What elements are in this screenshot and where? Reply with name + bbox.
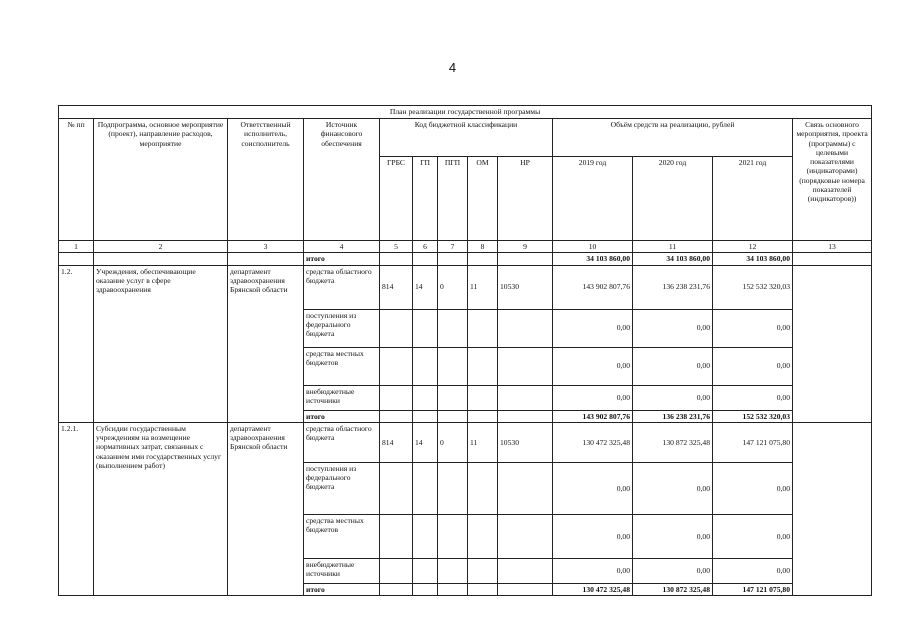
header-link: Связь основного мероприятия, проекта (программы) с целевыми показателями (индикаторами) (порядковые номера показателей (индикаторов)) [793, 119, 872, 241]
header-nr: НР [498, 157, 553, 241]
empty-cell [413, 309, 438, 347]
empty-cell [413, 347, 438, 385]
value-2020: 130 872 325,48 [633, 422, 713, 462]
value-2019: 0,00 [553, 462, 633, 514]
entry-responsible: департамент здравоохранения Брянской области [228, 265, 304, 422]
empty-cell [793, 253, 872, 265]
col-number: 9 [498, 241, 553, 253]
entry-num: 1.2.1. [59, 422, 94, 595]
total-2019: 34 103 860,00 [553, 253, 633, 265]
source-label: поступления из федерального бюджета [304, 309, 380, 347]
value-2019: 143 902 807,76 [553, 265, 633, 309]
empty-cell [468, 462, 498, 514]
empty-cell [380, 410, 413, 422]
empty-cell [438, 514, 468, 558]
value-2019: 130 472 325,48 [553, 422, 633, 462]
value-2021: 0,00 [713, 462, 793, 514]
total-row [59, 253, 872, 265]
header-2021: 2021 год [713, 157, 793, 241]
header-om: ОМ [468, 157, 498, 241]
value-2021: 0,00 [713, 514, 793, 558]
value-2020: 0,00 [633, 462, 713, 514]
value-2020: 136 238 231,76 [633, 265, 713, 309]
value-2019: 0,00 [553, 309, 633, 347]
empty-cell [413, 253, 438, 265]
empty-cell [380, 558, 413, 583]
value-2020: 0,00 [633, 514, 713, 558]
empty-cell [498, 558, 553, 583]
om-cell: 11 [468, 265, 498, 309]
header-source: Источник финансового обеспечения [304, 119, 380, 241]
header-subprogram: Подпрограмма, основное мероприятие (проект), направление расходов, мероприятие [94, 119, 228, 241]
value-2019: 0,00 [553, 514, 633, 558]
source-label: средства областного бюджета [304, 265, 380, 309]
value-2020: 0,00 [633, 309, 713, 347]
nr-cell: 10530 [498, 265, 553, 309]
subtotal-2021: 147 121 075,80 [713, 583, 793, 595]
col-number: 11 [633, 241, 713, 253]
value-2021: 0,00 [713, 347, 793, 385]
empty-cell [468, 583, 498, 595]
empty-cell [498, 253, 553, 265]
empty-cell [380, 462, 413, 514]
empty-cell [468, 309, 498, 347]
table-title: План реализации государственной программы [59, 106, 872, 119]
value-2019: 0,00 [553, 558, 633, 583]
empty-cell [498, 410, 553, 422]
source-label: средства местных бюджетов [304, 347, 380, 385]
value-2021: 0,00 [713, 309, 793, 347]
table-title-row [59, 106, 872, 119]
empty-cell [468, 347, 498, 385]
col-number: 2 [94, 241, 228, 253]
value-2021: 147 121 075,80 [713, 422, 793, 462]
table-row [59, 265, 872, 309]
pgp-cell: 0 [438, 422, 468, 462]
empty-cell [380, 253, 413, 265]
empty-cell [380, 385, 413, 410]
total-label: итого [304, 410, 380, 422]
empty-cell [413, 410, 438, 422]
subtotal-2020: 136 238 231,76 [633, 410, 713, 422]
empty-cell [59, 253, 94, 265]
empty-cell [94, 253, 228, 265]
subtotal-2019: 143 902 807,76 [553, 410, 633, 422]
empty-cell [438, 558, 468, 583]
empty-cell [413, 514, 438, 558]
empty-cell [438, 583, 468, 595]
empty-cell [498, 514, 553, 558]
empty-cell [413, 583, 438, 595]
entry-name: Учреждения, обеспечивающие оказание услуг в сфере здравоохранения [94, 265, 228, 422]
empty-cell [438, 385, 468, 410]
source-label: средства областного бюджета [304, 422, 380, 462]
empty-cell [413, 385, 438, 410]
link-cell [793, 265, 872, 422]
total-label: итого [304, 583, 380, 595]
col-number: 12 [713, 241, 793, 253]
empty-cell [438, 309, 468, 347]
grbs-cell: 814 [380, 422, 413, 462]
col-number: 13 [793, 241, 872, 253]
col-number: 6 [413, 241, 438, 253]
gp-cell: 14 [413, 265, 438, 309]
value-2020: 0,00 [633, 558, 713, 583]
header-num: № пп [59, 119, 94, 241]
value-2020: 0,00 [633, 385, 713, 410]
header-row-1 [59, 119, 872, 157]
empty-cell [228, 253, 304, 265]
source-label: внебюджетные источники [304, 558, 380, 583]
col-number: 1 [59, 241, 94, 253]
value-2021: 0,00 [713, 385, 793, 410]
empty-cell [498, 583, 553, 595]
empty-cell [468, 385, 498, 410]
empty-cell [438, 347, 468, 385]
empty-cell [380, 347, 413, 385]
header-volume: Объём средств на реализацию, рублей [553, 119, 793, 157]
entry-num: 1.2. [59, 265, 94, 422]
col-number: 7 [438, 241, 468, 253]
table-row [59, 422, 872, 462]
value-2019: 0,00 [553, 385, 633, 410]
col-number: 3 [228, 241, 304, 253]
subtotal-2020: 130 872 325,48 [633, 583, 713, 595]
subtotal-2019: 130 472 325,48 [553, 583, 633, 595]
value-2021: 0,00 [713, 558, 793, 583]
empty-cell [498, 462, 553, 514]
header-gp: ГП [413, 157, 438, 241]
nr-cell: 10530 [498, 422, 553, 462]
col-number: 10 [553, 241, 633, 253]
empty-cell [498, 347, 553, 385]
empty-cell [468, 410, 498, 422]
empty-cell [468, 514, 498, 558]
column-numbers-row [59, 241, 872, 253]
header-budget-code: Код бюджетной классификации [380, 119, 553, 157]
header-2019: 2019 год [553, 157, 633, 241]
page-number: 4 [448, 60, 457, 75]
value-2021: 152 532 320,03 [713, 265, 793, 309]
empty-cell [413, 558, 438, 583]
empty-cell [438, 253, 468, 265]
source-label: поступления из федерального бюджета [304, 462, 380, 514]
empty-cell [498, 385, 553, 410]
entry-responsible: департамент здравоохранения Брянской области [228, 422, 304, 595]
total-label: итого [304, 253, 380, 265]
pgp-cell: 0 [438, 265, 468, 309]
header-2020: 2020 год [633, 157, 713, 241]
header-grbs: ГРБС [380, 157, 413, 241]
empty-cell [380, 309, 413, 347]
col-number: 5 [380, 241, 413, 253]
gp-cell: 14 [413, 422, 438, 462]
total-2020: 34 103 860,00 [633, 253, 713, 265]
link-cell [793, 422, 872, 595]
col-number: 8 [468, 241, 498, 253]
empty-cell [413, 462, 438, 514]
col-number: 4 [304, 241, 380, 253]
header-responsible: Ответственный исполнитель, соисполнитель [228, 119, 304, 241]
empty-cell [498, 309, 553, 347]
source-label: средства местных бюджетов [304, 514, 380, 558]
entry-name: Субсидии государственным учреждениям на возмещение нормативных затрат, связанных с оказанием ими государственных услуг (выполнением работ) [94, 422, 228, 595]
value-2019: 0,00 [553, 347, 633, 385]
empty-cell [380, 514, 413, 558]
grbs-cell: 814 [380, 265, 413, 309]
empty-cell [438, 410, 468, 422]
om-cell: 11 [468, 422, 498, 462]
empty-cell [380, 583, 413, 595]
plan-table [58, 105, 872, 596]
header-pgp: ПГП [438, 157, 468, 241]
total-2021: 34 103 860,00 [713, 253, 793, 265]
empty-cell [438, 462, 468, 514]
empty-cell [468, 558, 498, 583]
empty-cell [468, 253, 498, 265]
subtotal-2021: 152 532 320,03 [713, 410, 793, 422]
source-label: внебюджетные источники [304, 385, 380, 410]
value-2020: 0,00 [633, 347, 713, 385]
